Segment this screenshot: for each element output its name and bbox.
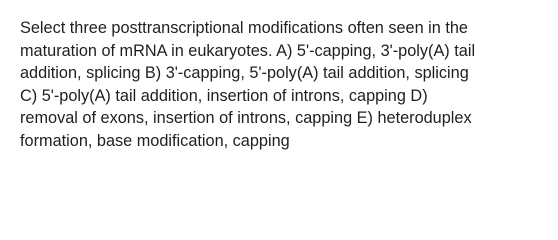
question-text — [20, 17, 542, 153]
question-line: formation, base modification, capping — [20, 131, 290, 150]
question-line: addition, splicing B) 3'-capping, 5'-poly(A) tail addition, splicing — [20, 64, 469, 83]
question-line: Select three posttranscriptional modifications often seen in the — [20, 19, 468, 37]
question-line: removal of exons, insertion of introns, capping E) heteroduplex — [20, 109, 472, 128]
question-line: C) 5'-poly(A) tail addition, insertion of introns, capping D) — [20, 86, 428, 105]
question-line: maturation of mRNA in eukaryotes. A) 5'-capping, 3'-poly(A) tail — [20, 41, 476, 60]
